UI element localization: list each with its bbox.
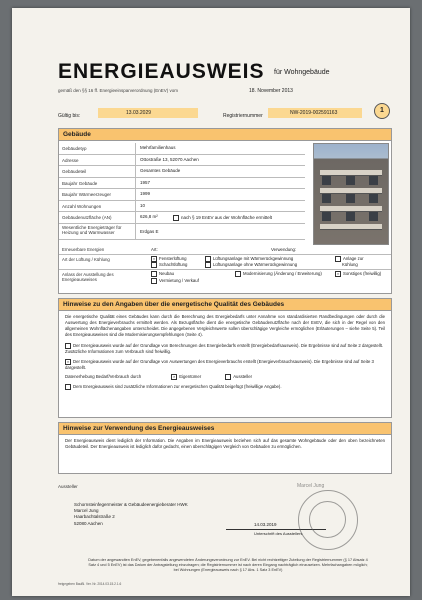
validity-row <box>58 108 392 122</box>
footnote: Datum der angewandten EnEV, gegebenenfalls angewendeten Änderungsverordnung zur EnEV. Bei nicht rechtzeitiger Zuteilung der Registriernummer (§ 17 Absatz 4 Satz 4 und 5 EnEV) ist das Datum der Antragstellung einzutragen; die Registriernummer ist nach deren Eingang nachträglich einzusetzen. Mehrfachangaben möglich; bei Wohnungen (Energieausweis nach § 17 Abs. 1 Satz 3 EnEV) <box>88 558 368 572</box>
row-value: 626,8 m² <box>135 212 172 223</box>
table-row <box>59 155 305 167</box>
hints-section <box>58 298 392 418</box>
row-key: Baujahr Wärmeerzeuger <box>62 192 112 197</box>
reason-row: Anlass der Ausstellung des Energieausweises Neubau Modernisierung (Änderung / Erweiterung) × Sonstiges (freiwillig) Vermietung / Verkauf <box>62 271 382 284</box>
table-row <box>59 201 305 213</box>
hints-option-consumption: × Der Energieausweis wurde auf der Grundlage von Auswertungen des Energieverbrauchs erstellt (Energieverbrauchsausweis). Die Ergebnisse sind auf Seite 3 dargestellt. <box>65 358 374 370</box>
checkbox-icon <box>335 256 341 262</box>
checkbox-icon <box>235 271 241 277</box>
row-key: Adresse <box>62 157 79 163</box>
usage-heading: Hinweise zur Verwendung des Energieausweises <box>59 423 391 435</box>
document-title: ENERGIEAUSWEIS <box>58 60 265 83</box>
area-option: nach § 19 EnEV aus der Wohnfläche ermittelt <box>173 215 272 221</box>
row-key: Gebäudeteil <box>62 169 87 174</box>
row-value: Erdgas E <box>135 224 306 239</box>
usage-section <box>58 422 392 474</box>
registration-number: NW-2019-002591163 <box>268 108 362 118</box>
data-collection-row: Datenerhebung Bedarf/Verbrauch durch × Eigentümer Aussteller <box>65 374 253 380</box>
row-value: Gesamtes Gebäude <box>135 166 306 177</box>
building-section <box>58 128 392 294</box>
table-row <box>59 166 305 178</box>
row-key: Baujahr Gebäude <box>62 180 98 186</box>
row-key: Gebäudetyp <box>62 146 87 151</box>
checkbox-icon <box>173 215 179 221</box>
hints-heading: Hinweise zu den Angaben über die energetische Qualität des Gebäudes <box>59 299 391 311</box>
row-value: Mehrfamilienhaus <box>135 143 306 154</box>
checkbox-icon <box>151 262 157 268</box>
building-rows <box>59 143 305 240</box>
hints-paragraph: Die energetische Qualität eines Gebäudes kann durch die Berechnung des Energiebedarfs unter Annahme von standardisierten Randbedingungen oder durch die Auswertung des Energieverbrauchs ermittelt werden. Als Bezugsfläche dient die energetische Gebäudenutzfläche nach der EnEV, die sich in der Regel von den allgemeinen Wohnflächenangaben unterscheidet. Die angegebenen Vergleichswerte sollen überschlägige Vergleiche ermöglichen (Erläuterungen – siehe Seite 5). Teil des Energieausweises sind die Modernisierungsempfehlungen (Seite 4). <box>65 314 385 337</box>
checkbox-checked-icon: × <box>173 374 176 379</box>
checkbox-icon <box>151 278 157 284</box>
row-value: 1999 <box>135 189 306 200</box>
checkbox-icon <box>151 271 157 277</box>
issuer-address: Schornsteinfegermeister & Gebäudeenergieberater HWK Marcel Jung Haarbachtalstraße 2 52080 Aachen <box>74 502 188 526</box>
table-row <box>59 224 305 240</box>
checkbox-icon <box>205 262 211 268</box>
renewables-row: Erneuerbare Energien Art: Verwendung: <box>59 245 391 255</box>
building-heading: Gebäude <box>59 129 391 141</box>
checkbox-icon <box>65 384 71 390</box>
valid-until-label: Gültig bis: <box>58 113 81 119</box>
page-number-badge: 1 <box>374 103 390 119</box>
checkbox-checked-icon: × <box>66 358 70 364</box>
checkbox-checked-icon: × <box>336 271 340 276</box>
valid-until-value: 13.03.2029 <box>98 108 198 118</box>
regulation-date: 18. November 2013 <box>249 88 293 94</box>
ventilation-row: Art der Lüftung / Kühlung × Fensterlüftung Lüftungsanlage mit Wärmerückgewinnung Anlage zur Schachtlüftung Lüftungsanlage ohne Wärmerückgewinnung Kühlung <box>59 255 391 270</box>
row-key: Wesentliche Energieträger für Heizung und Warmwasser <box>62 224 122 235</box>
footnote-small: freigegeben BauBl. Ver. Nr. 2014.03.15.2.1.6 <box>58 582 122 586</box>
row-value: 10 <box>135 201 306 212</box>
issuer-stamp: Marcel Jung <box>298 490 358 550</box>
issuer-label: Aussteller <box>58 484 78 489</box>
signature-label: Unterschrift des Ausstellers <box>254 531 303 536</box>
document-subtitle: für Wohngebäude <box>274 69 330 76</box>
usage-paragraph: Der Energieausweis dient lediglich der Information. Die Angaben im Energieausweis beziehen sich auf das gesamte Wohngebäude oder den oben bezeichneten Gebäudeteil. Der Energieausweis ist lediglich dafür gedacht, einen überschlägigen Vergleich von Gebäuden zu ermöglichen. <box>65 438 385 449</box>
row-value: 1957 <box>135 178 306 189</box>
checkbox-icon <box>225 374 231 380</box>
table-row <box>59 189 305 201</box>
table-row <box>59 143 305 155</box>
row-key: Anzahl Wohnungen <box>62 203 102 209</box>
table-row <box>59 178 305 190</box>
hints-option-extra: Dem Energieausweis sind zusätzliche Informationen zur energetischen Qualität beigefügt (freiwillige Angabe). <box>59 382 391 392</box>
checkbox-checked-icon: × <box>152 256 156 261</box>
row-key: Gebäudenutzfläche (AN) <box>62 215 112 220</box>
hints-option-demand: Der Energieausweis wurde auf der Grundlage von Berechnungen des Energiebedarfs erstellt (Energiebedarfsausweis). Die Ergebnisse sind auf Seite 2 dargestellt. Zusätzliche Informationen zum Verbrauch sind freiwillig. <box>65 343 384 354</box>
regulation-text: gemäß den §§ 16 ff. Energieeinsparverordnung (EnEV) vom <box>58 88 178 93</box>
registration-label: Registriernummer <box>223 113 263 119</box>
issue-date: 14.03.2019 <box>254 522 277 527</box>
energy-certificate-page <box>12 8 410 596</box>
table-row <box>59 212 305 224</box>
row-value: Ottostraße 13, 52070 Aachen <box>135 155 306 166</box>
building-photo <box>313 143 389 245</box>
